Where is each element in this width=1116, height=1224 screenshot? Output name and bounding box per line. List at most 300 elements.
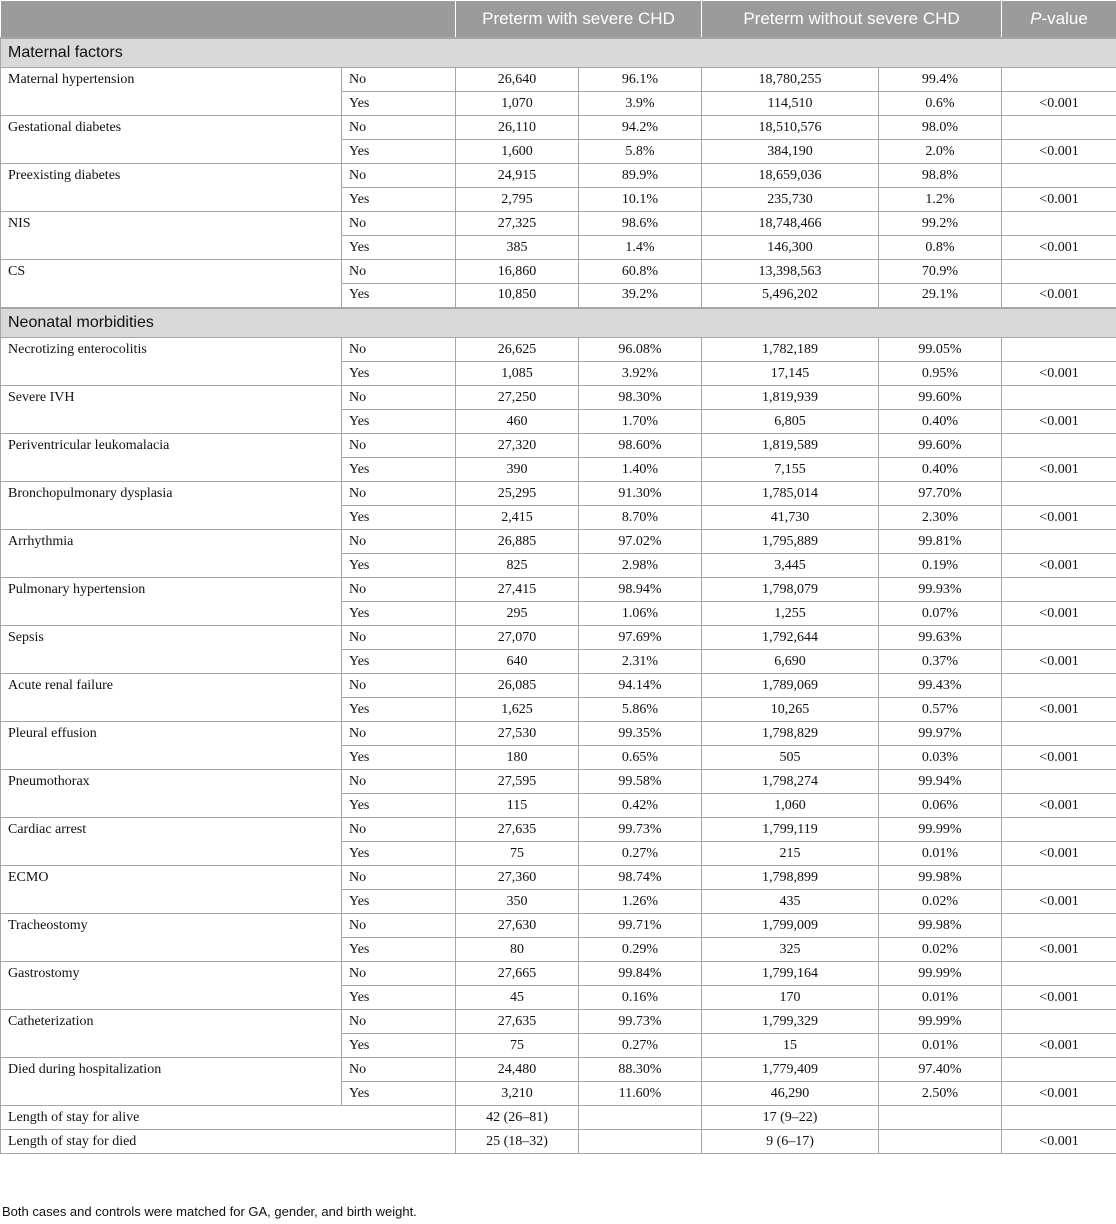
without-count-cell: 1,789,069: [702, 674, 879, 698]
severe-count-cell: 115: [456, 794, 579, 818]
level-cell: No: [342, 578, 456, 602]
severe-percent-cell: 3.9%: [579, 92, 702, 116]
table-row: [1, 1058, 1116, 1082]
without-percent-cell: 0.8%: [879, 236, 1002, 260]
severe-percent-cell: 3.92%: [579, 362, 702, 386]
without-percent-cell: 2.30%: [879, 506, 1002, 530]
row-label: Pneumothorax: [1, 770, 342, 818]
level-cell: No: [342, 164, 456, 188]
without-percent-cell: 0.57%: [879, 698, 1002, 722]
level-cell: No: [342, 212, 456, 236]
without-percent-cell: 0.40%: [879, 410, 1002, 434]
level-cell: No: [342, 1058, 456, 1082]
without-percent-cell: 99.98%: [879, 914, 1002, 938]
level-cell: Yes: [342, 554, 456, 578]
row-label: Maternal hypertension: [1, 68, 342, 116]
level-cell: Yes: [342, 842, 456, 866]
severe-percent-cell: 1.70%: [579, 410, 702, 434]
without-count-cell: 6,805: [702, 410, 879, 434]
severe-count-cell: 26,110: [456, 116, 579, 140]
severe-count-cell: 460: [456, 410, 579, 434]
severe-percent-cell: 5.86%: [579, 698, 702, 722]
without-count-cell: 18,510,576: [702, 116, 879, 140]
level-cell: Yes: [342, 602, 456, 626]
p-value-cell: <0.001: [1002, 362, 1116, 386]
severe-count-cell: 45: [456, 986, 579, 1010]
without-count-cell: 1,798,829: [702, 722, 879, 746]
table-row: [1, 578, 1116, 602]
without-count-cell: 15: [702, 1034, 879, 1058]
severe-count-cell: 75: [456, 842, 579, 866]
without-percent-cell: 98.8%: [879, 164, 1002, 188]
severe-count-cell: 16,860: [456, 260, 579, 284]
p-value-cell: [1002, 1058, 1116, 1082]
without-count-cell: 18,780,255: [702, 68, 879, 92]
level-cell: No: [342, 338, 456, 362]
level-cell: No: [342, 962, 456, 986]
summary-without-empty: [879, 1106, 1002, 1130]
without-percent-cell: 99.81%: [879, 530, 1002, 554]
without-percent-cell: 99.93%: [879, 578, 1002, 602]
p-value-cell: [1002, 770, 1116, 794]
p-value-cell: <0.001: [1002, 458, 1116, 482]
severe-percent-cell: 2.31%: [579, 650, 702, 674]
table-row: [1, 626, 1116, 650]
section-title: Maternal factors: [1, 38, 1116, 68]
severe-percent-cell: 10.1%: [579, 188, 702, 212]
without-count-cell: 10,265: [702, 698, 879, 722]
without-percent-cell: 70.9%: [879, 260, 1002, 284]
without-percent-cell: 0.37%: [879, 650, 1002, 674]
p-value-cell: [1002, 578, 1116, 602]
without-percent-cell: 99.63%: [879, 626, 1002, 650]
without-count-cell: 7,155: [702, 458, 879, 482]
level-cell: No: [342, 386, 456, 410]
level-cell: Yes: [342, 1082, 456, 1106]
severe-percent-cell: 94.14%: [579, 674, 702, 698]
severe-percent-cell: 0.27%: [579, 842, 702, 866]
without-count-cell: 146,300: [702, 236, 879, 260]
table-row: [1, 674, 1116, 698]
without-count-cell: 235,730: [702, 188, 879, 212]
severe-percent-cell: 8.70%: [579, 506, 702, 530]
header-severe-chd: Preterm with severe CHD: [456, 1, 702, 38]
table-row: [1, 164, 1116, 188]
without-percent-cell: 99.4%: [879, 68, 1002, 92]
p-value-cell: [1002, 338, 1116, 362]
p-value-cell: <0.001: [1002, 1082, 1116, 1106]
without-count-cell: 505: [702, 746, 879, 770]
table-row: [1, 866, 1116, 890]
without-count-cell: 18,659,036: [702, 164, 879, 188]
severe-percent-cell: 97.02%: [579, 530, 702, 554]
summary-severe-value: 25 (18–32): [456, 1130, 579, 1154]
severe-percent-cell: 1.26%: [579, 890, 702, 914]
without-count-cell: 1,819,939: [702, 386, 879, 410]
summary-severe-empty: [579, 1106, 702, 1130]
without-percent-cell: 0.06%: [879, 794, 1002, 818]
without-count-cell: 1,060: [702, 794, 879, 818]
p-value-cell: [1002, 722, 1116, 746]
severe-count-cell: 385: [456, 236, 579, 260]
table-row: [1, 530, 1116, 554]
severe-percent-cell: 98.74%: [579, 866, 702, 890]
table-row: [1, 116, 1116, 140]
severe-percent-cell: 97.69%: [579, 626, 702, 650]
without-count-cell: 1,779,409: [702, 1058, 879, 1082]
table-row: [1, 1010, 1116, 1034]
level-cell: No: [342, 626, 456, 650]
without-count-cell: 1,795,889: [702, 530, 879, 554]
severe-count-cell: 27,635: [456, 818, 579, 842]
summary-severe-value: 42 (26–81): [456, 1106, 579, 1130]
without-percent-cell: 99.60%: [879, 434, 1002, 458]
level-cell: No: [342, 674, 456, 698]
severe-count-cell: 1,085: [456, 362, 579, 386]
severe-percent-cell: 89.9%: [579, 164, 702, 188]
row-label: Severe IVH: [1, 386, 342, 434]
without-percent-cell: 0.6%: [879, 92, 1002, 116]
severe-percent-cell: 91.30%: [579, 482, 702, 506]
severe-percent-cell: 99.73%: [579, 818, 702, 842]
p-value-cell: [1002, 914, 1116, 938]
without-percent-cell: 99.60%: [879, 386, 1002, 410]
without-percent-cell: 0.03%: [879, 746, 1002, 770]
severe-count-cell: 26,640: [456, 68, 579, 92]
without-percent-cell: 1.2%: [879, 188, 1002, 212]
severe-count-cell: 27,630: [456, 914, 579, 938]
header-empty-cell: [1, 1, 456, 38]
without-percent-cell: 0.40%: [879, 458, 1002, 482]
severe-percent-cell: 96.08%: [579, 338, 702, 362]
severe-percent-cell: 0.16%: [579, 986, 702, 1010]
p-value-cell: [1002, 434, 1116, 458]
level-cell: Yes: [342, 698, 456, 722]
summary-without-value: 17 (9–22): [702, 1106, 879, 1130]
level-cell: No: [342, 260, 456, 284]
summary-label: Length of stay for alive: [1, 1106, 456, 1130]
level-cell: No: [342, 1010, 456, 1034]
without-count-cell: 6,690: [702, 650, 879, 674]
row-label: Tracheostomy: [1, 914, 342, 962]
row-label: Necrotizing enterocolitis: [1, 338, 342, 386]
without-percent-cell: 99.99%: [879, 818, 1002, 842]
level-cell: No: [342, 434, 456, 458]
without-percent-cell: 29.1%: [879, 284, 1002, 308]
p-value-cell: <0.001: [1002, 554, 1116, 578]
p-value-cell: <0.001: [1002, 188, 1116, 212]
without-percent-cell: 0.01%: [879, 842, 1002, 866]
severe-percent-cell: 99.71%: [579, 914, 702, 938]
without-percent-cell: 97.40%: [879, 1058, 1002, 1082]
severe-percent-cell: 1.06%: [579, 602, 702, 626]
summary-severe-empty: [579, 1130, 702, 1154]
summary-without-empty: [879, 1130, 1002, 1154]
severe-count-cell: 27,415: [456, 578, 579, 602]
level-cell: Yes: [342, 236, 456, 260]
level-cell: Yes: [342, 188, 456, 212]
without-count-cell: 1,819,589: [702, 434, 879, 458]
summary-row: [1, 1106, 1116, 1130]
section-header-row: [1, 308, 1116, 338]
without-count-cell: 384,190: [702, 140, 879, 164]
p-value-cell: [1002, 212, 1116, 236]
severe-percent-cell: 39.2%: [579, 284, 702, 308]
severe-percent-cell: 98.30%: [579, 386, 702, 410]
severe-percent-cell: 1.4%: [579, 236, 702, 260]
level-cell: Yes: [342, 890, 456, 914]
severe-count-cell: 10,850: [456, 284, 579, 308]
severe-count-cell: 27,320: [456, 434, 579, 458]
without-count-cell: 1,798,079: [702, 578, 879, 602]
header-p-italic: P: [1030, 8, 1042, 28]
row-label: Gestational diabetes: [1, 116, 342, 164]
severe-count-cell: 27,635: [456, 1010, 579, 1034]
without-percent-cell: 0.01%: [879, 1034, 1002, 1058]
table-row: [1, 260, 1116, 284]
severe-count-cell: 26,885: [456, 530, 579, 554]
severe-count-cell: 80: [456, 938, 579, 962]
level-cell: Yes: [342, 458, 456, 482]
without-count-cell: 1,782,189: [702, 338, 879, 362]
severe-percent-cell: 0.27%: [579, 1034, 702, 1058]
p-value-cell: [1002, 164, 1116, 188]
row-label: Catheterization: [1, 1010, 342, 1058]
severe-percent-cell: 98.60%: [579, 434, 702, 458]
severe-percent-cell: 2.98%: [579, 554, 702, 578]
severe-count-cell: 27,595: [456, 770, 579, 794]
without-count-cell: 5,496,202: [702, 284, 879, 308]
without-percent-cell: 99.99%: [879, 1010, 1002, 1034]
severe-count-cell: 350: [456, 890, 579, 914]
severe-count-cell: 3,210: [456, 1082, 579, 1106]
severe-percent-cell: 11.60%: [579, 1082, 702, 1106]
without-count-cell: 1,785,014: [702, 482, 879, 506]
p-value-cell: <0.001: [1002, 794, 1116, 818]
severe-percent-cell: 0.65%: [579, 746, 702, 770]
without-percent-cell: 2.0%: [879, 140, 1002, 164]
table-row: [1, 818, 1116, 842]
table-row: [1, 434, 1116, 458]
p-value-cell: [1002, 866, 1116, 890]
p-value-cell: <0.001: [1002, 602, 1116, 626]
without-count-cell: 325: [702, 938, 879, 962]
without-percent-cell: 0.07%: [879, 602, 1002, 626]
without-percent-cell: 99.99%: [879, 962, 1002, 986]
level-cell: Yes: [342, 650, 456, 674]
level-cell: Yes: [342, 746, 456, 770]
severe-count-cell: 75: [456, 1034, 579, 1058]
severe-count-cell: 24,480: [456, 1058, 579, 1082]
level-cell: No: [342, 722, 456, 746]
without-count-cell: 3,445: [702, 554, 879, 578]
p-value-cell: <0.001: [1002, 890, 1116, 914]
row-label: Arrhythmia: [1, 530, 342, 578]
level-cell: No: [342, 866, 456, 890]
level-cell: Yes: [342, 92, 456, 116]
without-count-cell: 170: [702, 986, 879, 1010]
p-value-cell: [1002, 260, 1116, 284]
header-without-severe-chd: Preterm without severe CHD: [702, 1, 1002, 38]
table-row: [1, 770, 1116, 794]
severe-percent-cell: 0.42%: [579, 794, 702, 818]
level-cell: No: [342, 818, 456, 842]
severe-percent-cell: 5.8%: [579, 140, 702, 164]
p-value-cell: <0.001: [1002, 842, 1116, 866]
p-value-cell: <0.001: [1002, 650, 1116, 674]
table-row: [1, 68, 1116, 92]
level-cell: Yes: [342, 140, 456, 164]
row-label: Gastrostomy: [1, 962, 342, 1010]
without-count-cell: 1,798,274: [702, 770, 879, 794]
header-p-value: [1002, 1, 1116, 38]
severe-percent-cell: 96.1%: [579, 68, 702, 92]
row-label: Died during hospitalization: [1, 1058, 342, 1106]
table-row: [1, 338, 1116, 362]
table-row: [1, 386, 1116, 410]
severe-percent-cell: 1.40%: [579, 458, 702, 482]
p-value-cell: <0.001: [1002, 938, 1116, 962]
level-cell: Yes: [342, 1034, 456, 1058]
severe-percent-cell: 99.58%: [579, 770, 702, 794]
without-percent-cell: 99.94%: [879, 770, 1002, 794]
severe-count-cell: 24,915: [456, 164, 579, 188]
without-count-cell: 46,290: [702, 1082, 879, 1106]
level-cell: Yes: [342, 362, 456, 386]
without-count-cell: 41,730: [702, 506, 879, 530]
p-value-cell: <0.001: [1002, 746, 1116, 770]
severe-count-cell: 27,665: [456, 962, 579, 986]
without-count-cell: 435: [702, 890, 879, 914]
p-value-cell: <0.001: [1002, 410, 1116, 434]
p-value-cell: [1002, 1010, 1116, 1034]
p-value-cell: [1002, 626, 1116, 650]
without-count-cell: 1,792,644: [702, 626, 879, 650]
severe-percent-cell: 0.29%: [579, 938, 702, 962]
level-cell: No: [342, 770, 456, 794]
without-count-cell: 17,145: [702, 362, 879, 386]
severe-count-cell: 1,600: [456, 140, 579, 164]
severe-count-cell: 25,295: [456, 482, 579, 506]
p-value-cell: [1002, 116, 1116, 140]
p-value-cell: [1002, 386, 1116, 410]
p-value-cell: <0.001: [1002, 236, 1116, 260]
without-count-cell: 1,255: [702, 602, 879, 626]
severe-count-cell: 27,250: [456, 386, 579, 410]
level-cell: Yes: [342, 986, 456, 1010]
without-percent-cell: 99.2%: [879, 212, 1002, 236]
without-percent-cell: 99.43%: [879, 674, 1002, 698]
level-cell: Yes: [342, 794, 456, 818]
without-count-cell: 1,799,164: [702, 962, 879, 986]
severe-count-cell: 27,070: [456, 626, 579, 650]
level-cell: Yes: [342, 410, 456, 434]
without-percent-cell: 0.01%: [879, 986, 1002, 1010]
row-label: Bronchopulmonary dysplasia: [1, 482, 342, 530]
p-value-cell: <0.001: [1002, 1034, 1116, 1058]
severe-count-cell: 825: [456, 554, 579, 578]
without-percent-cell: 0.95%: [879, 362, 1002, 386]
severe-count-cell: 2,415: [456, 506, 579, 530]
level-cell: No: [342, 116, 456, 140]
severe-count-cell: 27,360: [456, 866, 579, 890]
table-row: [1, 914, 1116, 938]
summary-label: Length of stay for died: [1, 1130, 456, 1154]
without-percent-cell: 2.50%: [879, 1082, 1002, 1106]
summary-row: [1, 1130, 1116, 1154]
severe-percent-cell: 99.84%: [579, 962, 702, 986]
level-cell: No: [342, 68, 456, 92]
severe-percent-cell: 98.6%: [579, 212, 702, 236]
level-cell: Yes: [342, 284, 456, 308]
p-value-cell: [1002, 68, 1116, 92]
severe-count-cell: 26,625: [456, 338, 579, 362]
severe-count-cell: 26,085: [456, 674, 579, 698]
p-value-cell: <0.001: [1002, 140, 1116, 164]
without-percent-cell: 0.19%: [879, 554, 1002, 578]
severe-count-cell: 1,625: [456, 698, 579, 722]
row-label: ECMO: [1, 866, 342, 914]
row-label: Pulmonary hypertension: [1, 578, 342, 626]
row-label: CS: [1, 260, 342, 308]
without-percent-cell: 99.05%: [879, 338, 1002, 362]
section-title: Neonatal morbidities: [1, 308, 1116, 338]
severe-percent-cell: 94.2%: [579, 116, 702, 140]
p-value-cell: <0.001: [1002, 506, 1116, 530]
row-label: NIS: [1, 212, 342, 260]
severe-count-cell: 2,795: [456, 188, 579, 212]
table-row: [1, 212, 1116, 236]
table-body: [1, 38, 1116, 1154]
row-label: Cardiac arrest: [1, 818, 342, 866]
p-value-cell: [1002, 962, 1116, 986]
severe-count-cell: 27,530: [456, 722, 579, 746]
row-label: Sepsis: [1, 626, 342, 674]
without-percent-cell: 99.97%: [879, 722, 1002, 746]
severe-percent-cell: 98.94%: [579, 578, 702, 602]
table-footnote: Both cases and controls were matched for GA, gender, and birth weight.: [2, 1204, 417, 1219]
level-cell: Yes: [342, 506, 456, 530]
p-value-cell: [1002, 482, 1116, 506]
without-count-cell: 1,799,119: [702, 818, 879, 842]
without-count-cell: 1,799,009: [702, 914, 879, 938]
severe-count-cell: 295: [456, 602, 579, 626]
severe-percent-cell: 88.30%: [579, 1058, 702, 1082]
row-label: Periventricular leukomalacia: [1, 434, 342, 482]
severe-count-cell: 27,325: [456, 212, 579, 236]
table-row: [1, 962, 1116, 986]
row-label: Preexisting diabetes: [1, 164, 342, 212]
without-count-cell: 215: [702, 842, 879, 866]
severe-percent-cell: 60.8%: [579, 260, 702, 284]
without-percent-cell: 99.98%: [879, 866, 1002, 890]
severe-count-cell: 180: [456, 746, 579, 770]
row-label: Acute renal failure: [1, 674, 342, 722]
table-row: [1, 722, 1116, 746]
without-count-cell: 18,748,466: [702, 212, 879, 236]
level-cell: No: [342, 914, 456, 938]
level-cell: Yes: [342, 938, 456, 962]
without-count-cell: 13,398,563: [702, 260, 879, 284]
severe-count-cell: 640: [456, 650, 579, 674]
p-value-cell: [1002, 674, 1116, 698]
severe-count-cell: 390: [456, 458, 579, 482]
without-count-cell: 114,510: [702, 92, 879, 116]
p-value-cell: <0.001: [1002, 698, 1116, 722]
level-cell: No: [342, 482, 456, 506]
without-percent-cell: 97.70%: [879, 482, 1002, 506]
summary-p-value: [1002, 1106, 1116, 1130]
